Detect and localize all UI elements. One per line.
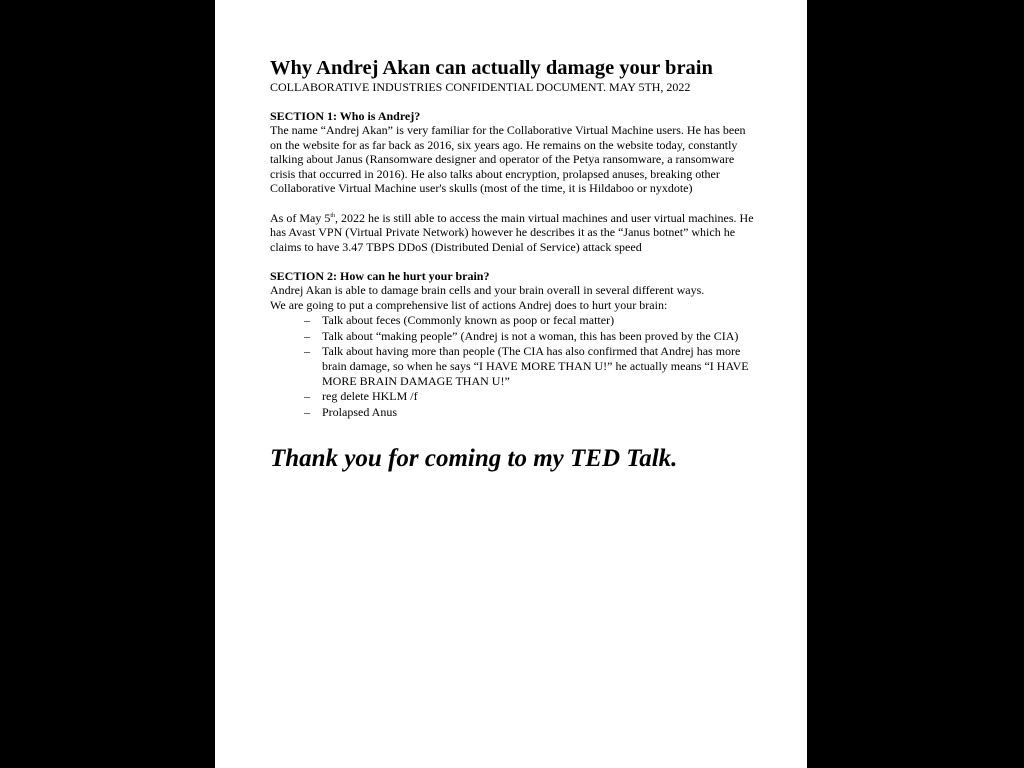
spacer xyxy=(270,196,760,211)
bullet-dash: – xyxy=(304,328,310,343)
section2-heading: SECTION 2: How can he hurt your brain? xyxy=(270,268,490,283)
paragraph2-rest: , 2022 he is still able to access the main virtual machines and user virtual machines. He has Avast VPN (Virtual Private Network) however he describes it as the “Janus botnet” which he claims to have 3.47 TBPS DDoS (Distributed Denial of Service) attack speed xyxy=(270,210,754,254)
document-title: Why Andrej Akan can actually damage your brain xyxy=(270,57,713,79)
list-item xyxy=(304,313,752,328)
section1-paragraph2 xyxy=(270,211,760,255)
bullet-dash: – xyxy=(304,405,310,420)
section1-heading: SECTION 1: Who is Andrej? xyxy=(270,108,421,123)
spacer xyxy=(270,94,760,109)
list-item xyxy=(304,405,752,420)
document-body xyxy=(270,56,760,474)
list-item xyxy=(304,329,752,344)
list-item-text: Talk about feces (Commonly known as poop or fecal matter) xyxy=(322,312,615,327)
document-subtitle: COLLABORATIVE INDUSTRIES CONFIDENTIAL DOCUMENT. MAY 5TH, 2022 xyxy=(270,80,691,94)
section1-paragraph1: The name “Andrej Akan” is very familiar for the Collaborative Virtual Machine users. He has been on the website for as far back as 2016, six years ago. He remains on the website today, constantly talking about Janus (Ransomware designer and operator of the Petya ransomware, a ransomware crisis that occurred in 2016). He also talks about encryption, prolapsed anuses, breaking other Collaborative Virtual Machine user's skulls (most of the time, it is Hildaboo or nyxdote) xyxy=(270,123,746,196)
ordinal-suffix: th xyxy=(330,212,335,219)
bullet-dash: – xyxy=(304,344,310,359)
paragraph2-start: As of May 5 xyxy=(270,210,331,225)
list-item-text: Talk about “making people” (Andrej is not a woman, this has been proved by the CIA) xyxy=(322,328,739,343)
spacer xyxy=(270,254,760,269)
closing-line: Thank you for coming to my TED Talk. xyxy=(270,444,678,472)
section2-line1: Andrej Akan is able to damage brain cells and your brain overall in several different ways. xyxy=(270,283,705,298)
list-item-text: Talk about having more than people (The CIA has also confirmed that Andrej has more brain damage, so when he says “I HAVE MORE THAN U!” he actually means “I HAVE MORE BRAIN DAMAGE THAN U!” xyxy=(322,344,749,388)
brain-damage-list xyxy=(270,313,752,420)
bullet-dash: – xyxy=(304,389,310,404)
list-item-text: Prolapsed Anus xyxy=(322,405,397,420)
list-item xyxy=(304,344,752,388)
bullet-dash: – xyxy=(304,312,310,327)
document-page xyxy=(215,0,807,768)
list-item xyxy=(304,389,752,404)
list-item-text: reg delete HKLM /f xyxy=(322,389,418,404)
section2-line2: We are going to put a comprehensive list of actions Andrej does to hurt your brain: xyxy=(270,298,668,313)
